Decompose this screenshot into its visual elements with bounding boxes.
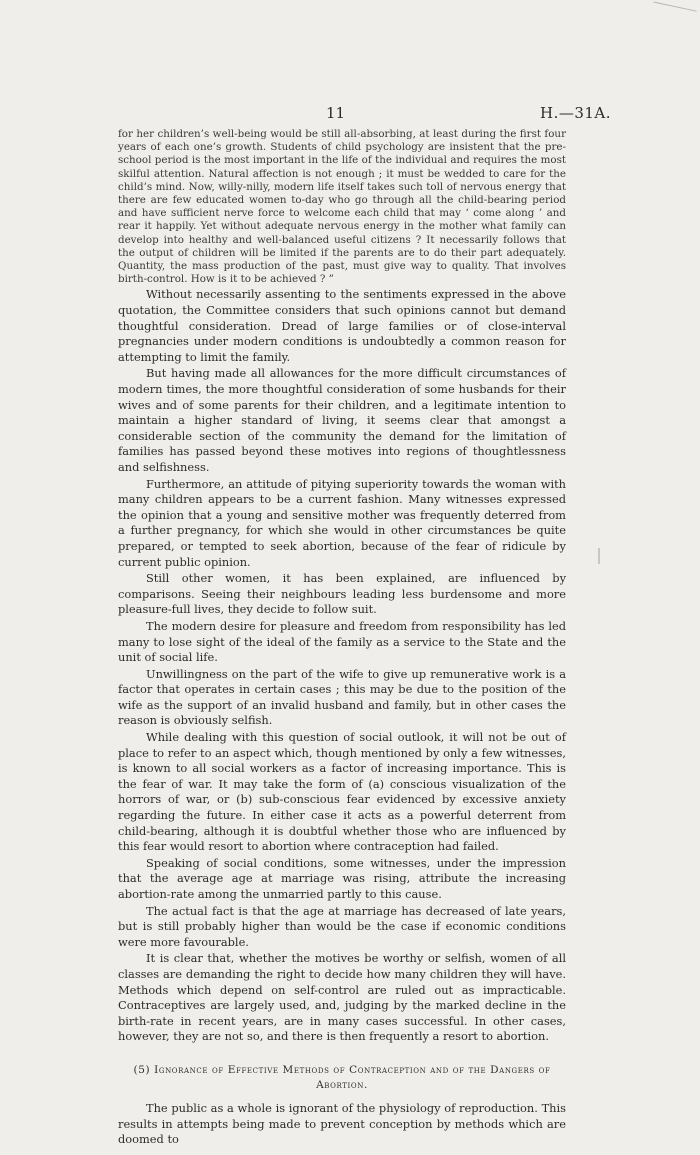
paragraph-sentiments: Without necessarily assenting to the sentiments expressed in the above quotation, the Committee considers that such opinions cannot but demand thoughtful consideration. Dread of large families or of close-interval pregnancies under modern conditions is undoubtedly a common reason for attempting to limit the family. <box>118 287 566 364</box>
page-number: 11 <box>326 104 346 122</box>
paragraph-pitying-superiority: Furthermore, an attitude of pitying superiority towards the woman with many children appears to be a current fashion. Many witnesses expressed the opinion that a young and sensitive mother was frequently deterred from a further pregnancy, for which she would in other circumstances be quite prepared, or tempted to seek abortion, because of the fear of ridicule by current public opinion. <box>118 476 566 569</box>
quoted-passage: for her children’s well-being would be still all-absorbing, at least during the first four years of each one’s growth. Students of child psychology are insistent that the pre-school period is the most important in the life of the individual and requires the most skilful attention. Natural affection is not enough ; it must be wedded to care for the child’s mind. Now, willy-nilly, modern life itself takes such toll of nervous energy that there are few educated women to-day who go through all the child-bearing period and have sufficient nerve force to welcome each child that may ‘ come along ’ and rear it happily. Yet without adequate nervous energy in the mother what family can develop into healthy and well-balanced useful citizens ? It necessarily follows that the output of children will be limited if the parents are to do their part adequately. Quantity, the mass production of the past, must give way to quality. That involves birth-control. How is it to be achieved ? ” <box>118 128 566 286</box>
margin-mark <box>598 548 600 564</box>
paragraph-allowances: But having made all allowances for the more difficult circumstances of modern times, the more thoughtful consideration of some husbands for their wives and of some parents for their children, and a legitimate intention to maintain a higher standard of living, it seems clear that amongst a considerable section of the community the demand for the limitation of families has passed beyond these motives into regions of thoughtlessness and selfishness. <box>118 366 566 474</box>
page-header <box>0 104 700 124</box>
paragraph-comparisons: Still other women, it has been explained, are influenced by comparisons. Seeing their neighbours leading less burdensome and more pleasure-full lives, they decide to follow suit. <box>118 571 566 617</box>
corner-scan-mark <box>651 2 696 22</box>
paragraph-social-conditions: Speaking of social conditions, some witnesses, under the impression that the average age at marriage was rising, attribute the increasing abortion-rate among the unmarried partly to this cause. <box>118 855 566 901</box>
paragraph-age-at-marriage: The actual fact is that the age at marriage has decreased of late years, but is still probably higher than would be the case if economic conditions were more favourable. <box>118 903 566 949</box>
paragraph-fear-of-war: While dealing with this question of social outlook, it will not be out of place to refer to an aspect which, though mentioned by only a few witnesses, is known to all social workers as a factor of increasing importance. This is the fear of war. It may take the form of (a) conscious visualization of the horrors of war, or (b) sub-conscious fear evidenced by excessive anxiety regarding the future. In either case it acts as a powerful deterrent from child-bearing, although it is doubtful whether those who are influenced by this fear would resort to abortion where contraception had failed. <box>118 730 566 854</box>
paragraph-motives: It is clear that, whether the motives be worthy or selfish, women of all classes are demanding the right to decide how many children they will have. Methods which depend on self-control are ruled out as impracticable. Contraceptives are largely used, and, judging by the marked decline in the birth-rate in recent years, are in many cases successful. In other cases, however, they are not so, and there is then frequently a resort to abortion. <box>118 951 566 1044</box>
paragraph-public-ignorance: The public as a whole is ignorant of the physiology of reproduction. This results in attempts being made to prevent conception by methods which are doomed to <box>118 1100 566 1147</box>
section-heading: (5) Ignorance of Effective Methods of Contraception and of the Dangers of Abortion. <box>133 1063 551 1091</box>
document-body <box>118 128 566 1149</box>
paragraph-pleasure: The modern desire for pleasure and freedom from responsibility has led many to lose sight of the ideal of the family as a service to the State and the unit of social life. <box>118 618 566 665</box>
paragraph-remunerative-work: Unwillingness on the part of the wife to give up remunerative work is a factor that operates in certain cases ; this may be due to the position of the wife as the support of an invalid husband and family, but in other cases the reason is obviously selfish. <box>118 666 566 728</box>
document-reference: H.—31A. <box>540 104 612 122</box>
